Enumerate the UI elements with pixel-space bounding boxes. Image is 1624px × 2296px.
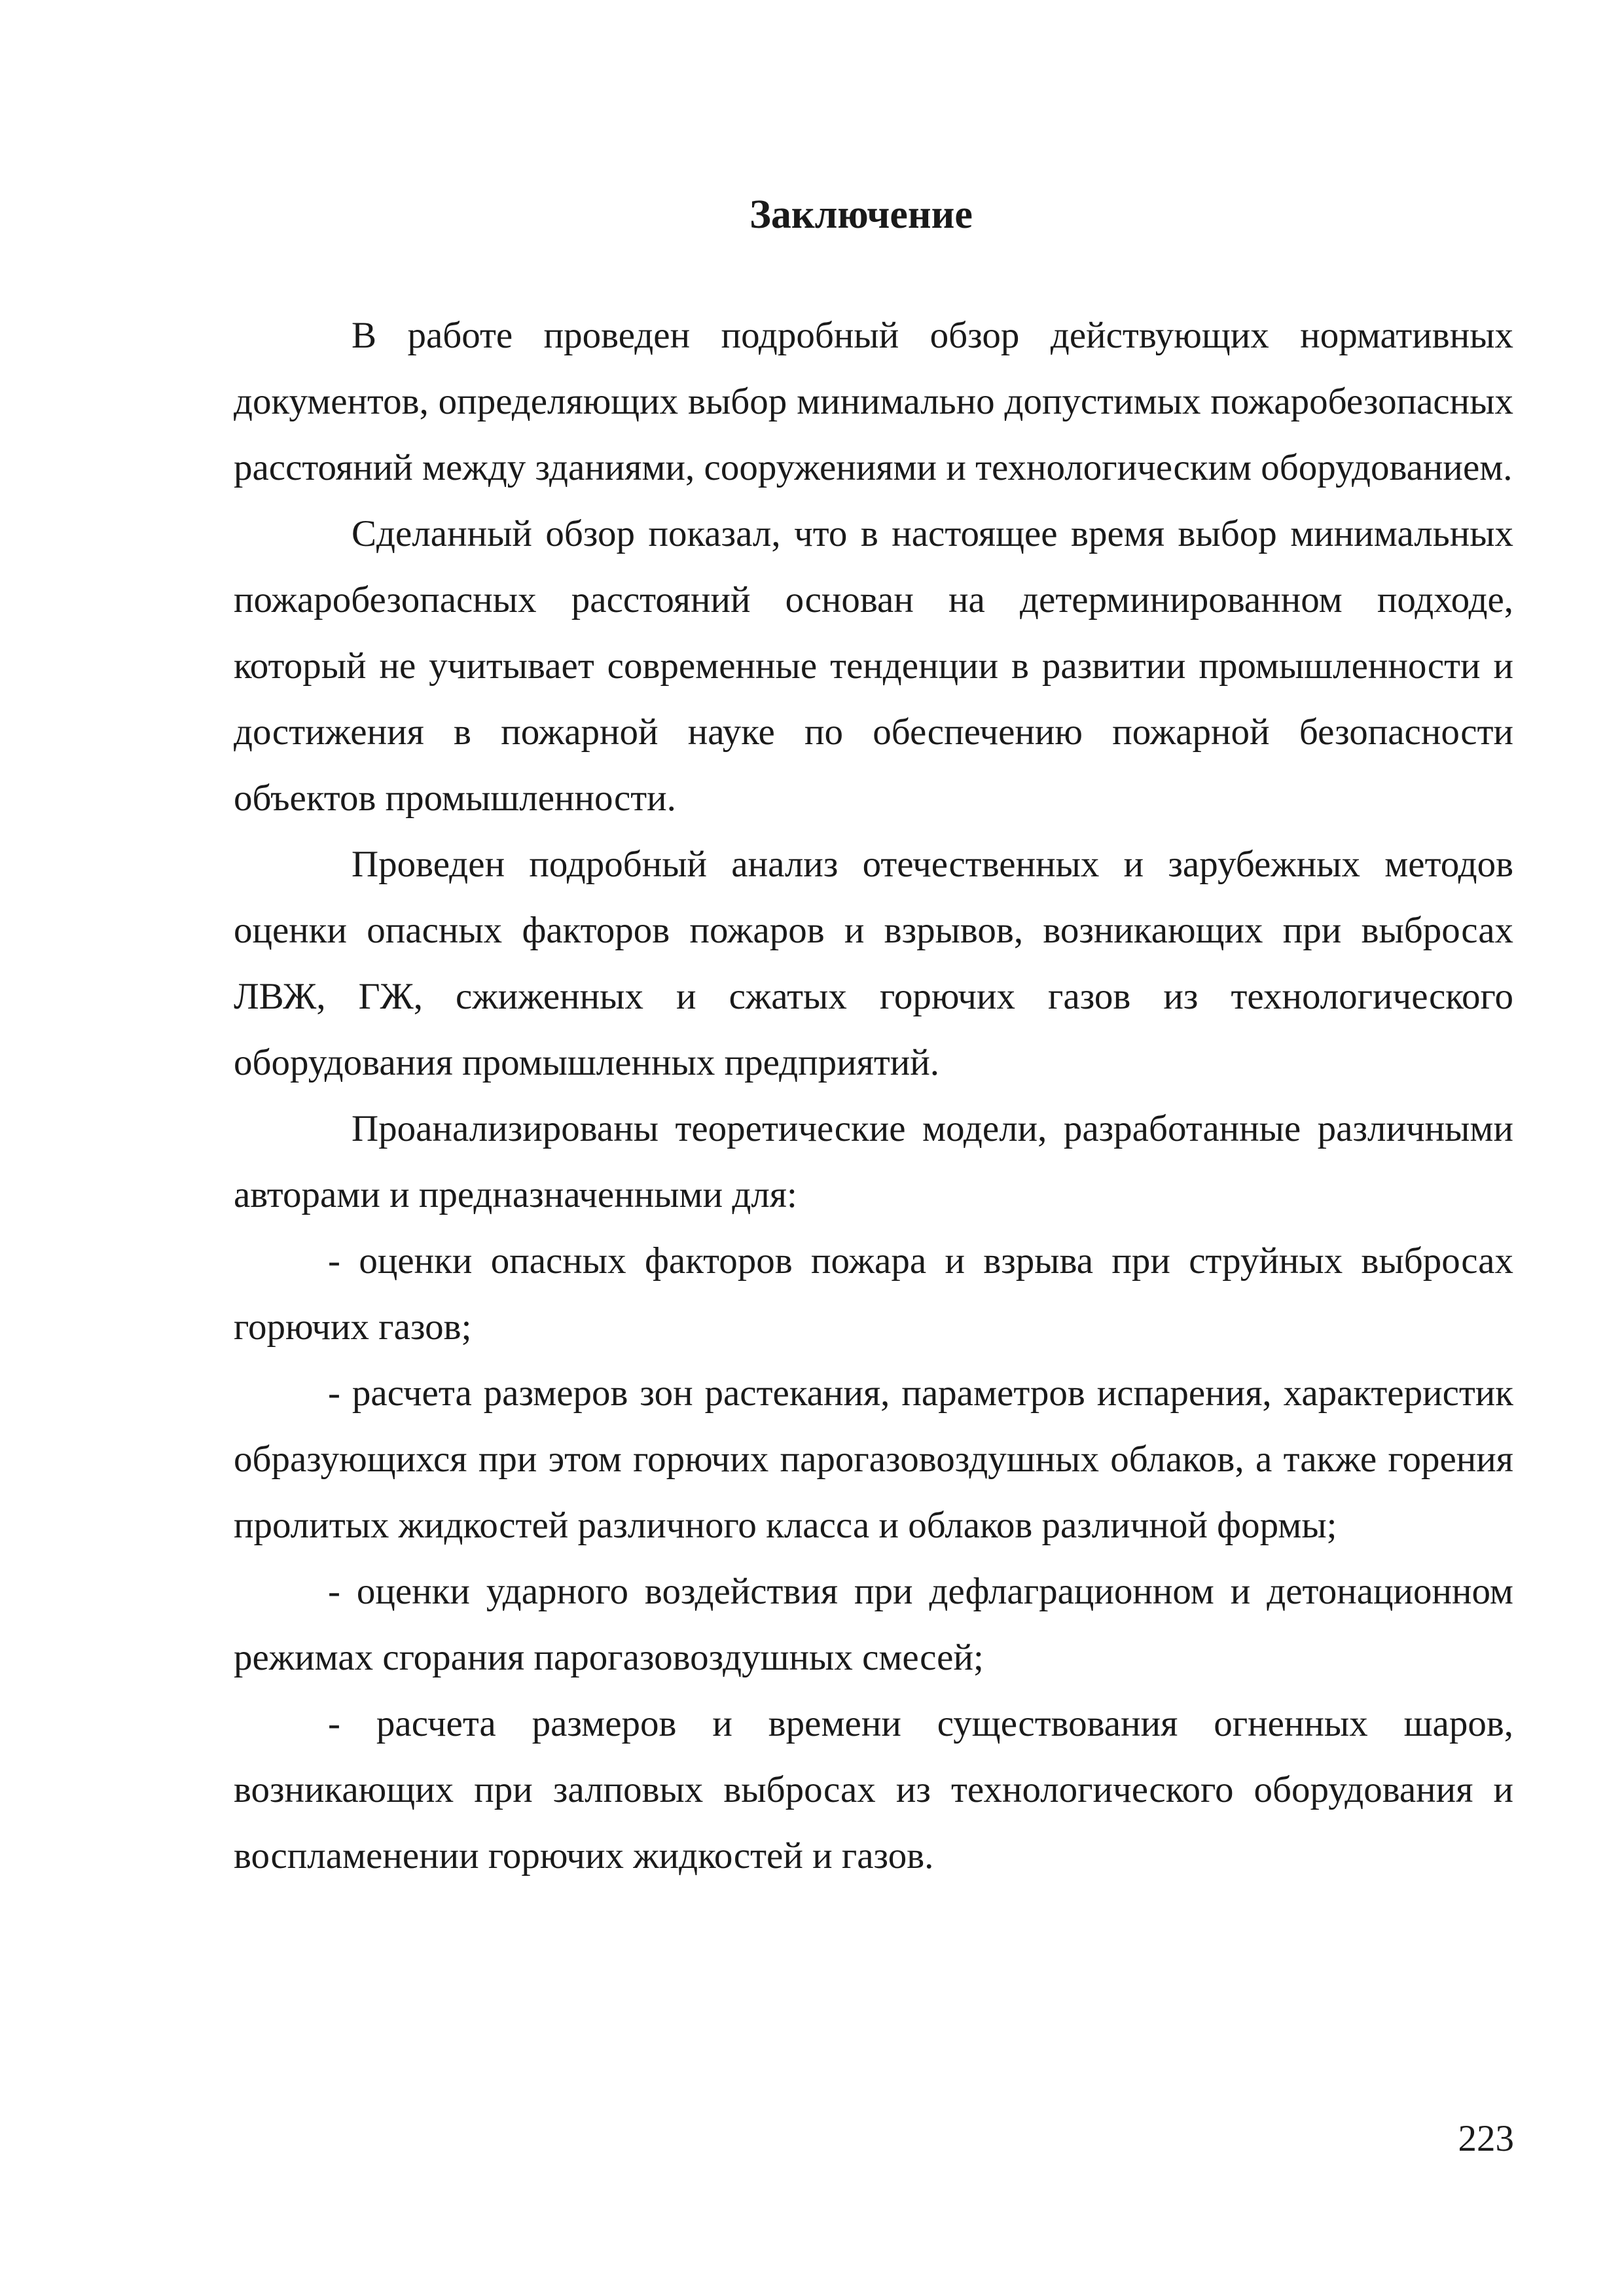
paragraph-methods-analysis: Проведен подробный анализ отечественных и зарубежных методов оценки опасных факторов пожаров и взрывов, возникающих при выбросах ЛВЖ, ГЖ, сжиженных и сжатых горючих газов из технологического оборудования промышленных предприятий. [234, 844, 1513, 1083]
paragraph-review-findings: Сделанный обзор показал, что в настоящее время выбор минимальных пожаробезопасных расстояний основан на детерминированном подходе, который не учитывает современные тенденции в развитии промышленности и достижения в пожарной науке по обеспечению пожарной безопасности объектов промышленности. [234, 513, 1513, 819]
paragraph-models-intro: Проанализированы теоретические модели, разработанные различными авторами и предназначенными для: [234, 1108, 1513, 1215]
paragraph-review-of-norms: В работе проведен подробный обзор действующих нормативных документов, определяющих выбор минимально допустимых пожаробезопасных расстояний между зданиями, сооружениями и технологическим оборудованием. [234, 315, 1513, 488]
body-text [234, 302, 1513, 1889]
list-item-shock-impact: - оценки ударного воздействия при дефлаграционном и детонационном режимах сгорания парогазовоздушных смесей; [234, 1571, 1513, 1678]
list-item-jet-releases: - оценки опасных факторов пожара и взрыва при струйных выбросах горючих газов; [234, 1240, 1513, 1348]
page-number: 223 [1458, 2118, 1514, 2159]
section-title: Заключение [749, 192, 973, 237]
list-item-spreading-zones: - расчета размеров зон растекания, параметров испарения, характеристик образующихся при этом горючих парогазовоздушных облаков, а также горения пролитых жидкостей различного класса и облаков различной формы; [234, 1372, 1513, 1546]
list-item-fireballs: - расчета размеров и времени существования огненных шаров, возникающих при залповых выбросах из технологического оборудования и воспламенении горючих жидкостей и газов. [234, 1703, 1513, 1876]
